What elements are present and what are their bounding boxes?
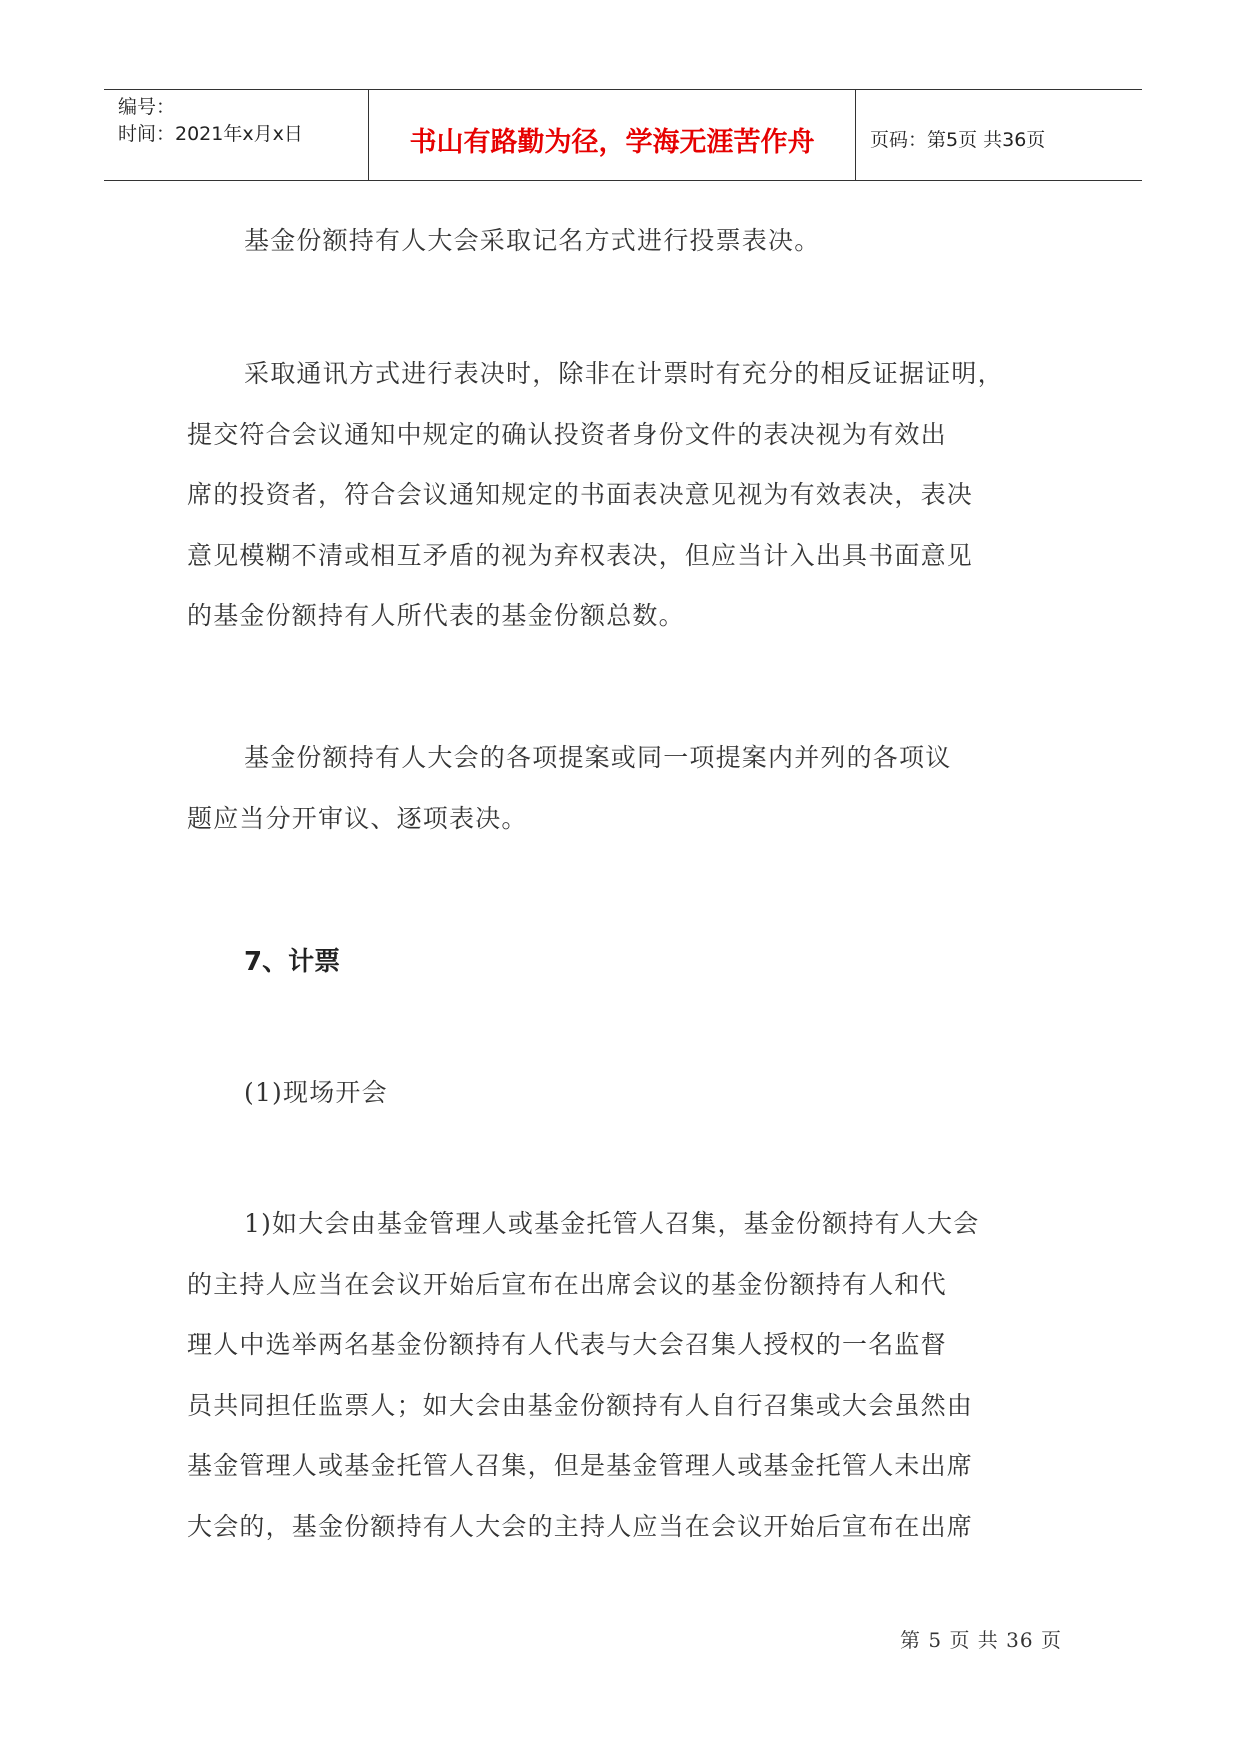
header-page-code: 页码：第5页 共36页: [870, 129, 1046, 151]
paragraph-line: 意见模糊不清或相互矛盾的视为弃权表决，但应当计入出具书面意见: [187, 540, 974, 570]
paragraph-line: 席的投资者，符合会议通知规定的书面表决意见视为有效表决，表决: [187, 480, 974, 509]
paragraph-2: [187, 344, 1087, 647]
paragraph-line: 采取通讯方式进行表决时，除非在计票时有充分的相反证据证明，: [244, 359, 1004, 388]
paragraph-line: 理人中选举两名基金份额持有人代表与大会召集人授权的一名监督: [187, 1330, 947, 1359]
section-heading: 7、计票: [244, 947, 341, 977]
document-number-label: 编号：: [118, 96, 176, 118]
page-footer: 第 5 页 共 36 页: [900, 1628, 1062, 1652]
header-motto: 书山有路勤为径，学海无涯苦作舟: [409, 127, 815, 158]
paragraph-line: 提交符合会议通知中规定的确认投资者身份文件的表决视为有效出: [187, 419, 947, 449]
paragraph-line: (1)现场开会: [244, 1078, 388, 1107]
header-left-cell: [104, 90, 368, 180]
paragraph-line: 题应当分开审议、逐项表决。: [187, 803, 528, 833]
header-motto-cell: [368, 90, 856, 180]
paragraph-line: 基金管理人或基金托管人召集，但是基金管理人或基金托管人未出席: [187, 1451, 974, 1480]
paragraph-line: 员共同担任监票人；如大会由基金份额持有人自行召集或大会虽然由: [187, 1390, 974, 1420]
paragraph-line: 基金份额持有人大会采取记名方式进行投票表决。: [244, 226, 821, 255]
page-header: [104, 89, 1142, 181]
paragraph-5: [187, 1194, 1087, 1557]
paragraph-line: 基金份额持有人大会的各项提案或同一项提案内并列的各项议: [244, 743, 952, 772]
paragraph-line: 大会的，基金份额持有人大会的主持人应当在会议开始后宣布在出席: [187, 1511, 974, 1541]
document-time-label: 时间：2021年x月x日: [118, 123, 303, 145]
header-page-cell: [856, 90, 1142, 180]
paragraph-line: 1)如大会由基金管理人或基金托管人召集，基金份额持有人大会: [244, 1209, 980, 1238]
paragraph-3: [187, 728, 1087, 849]
paragraph-1: [187, 211, 1087, 272]
paragraph-4: [187, 1063, 1087, 1124]
paragraph-line: 的主持人应当在会议开始后宣布在出席会议的基金份额持有人和代: [187, 1269, 947, 1299]
paragraph-line: 的基金份额持有人所代表的基金份额总数。: [187, 601, 685, 630]
